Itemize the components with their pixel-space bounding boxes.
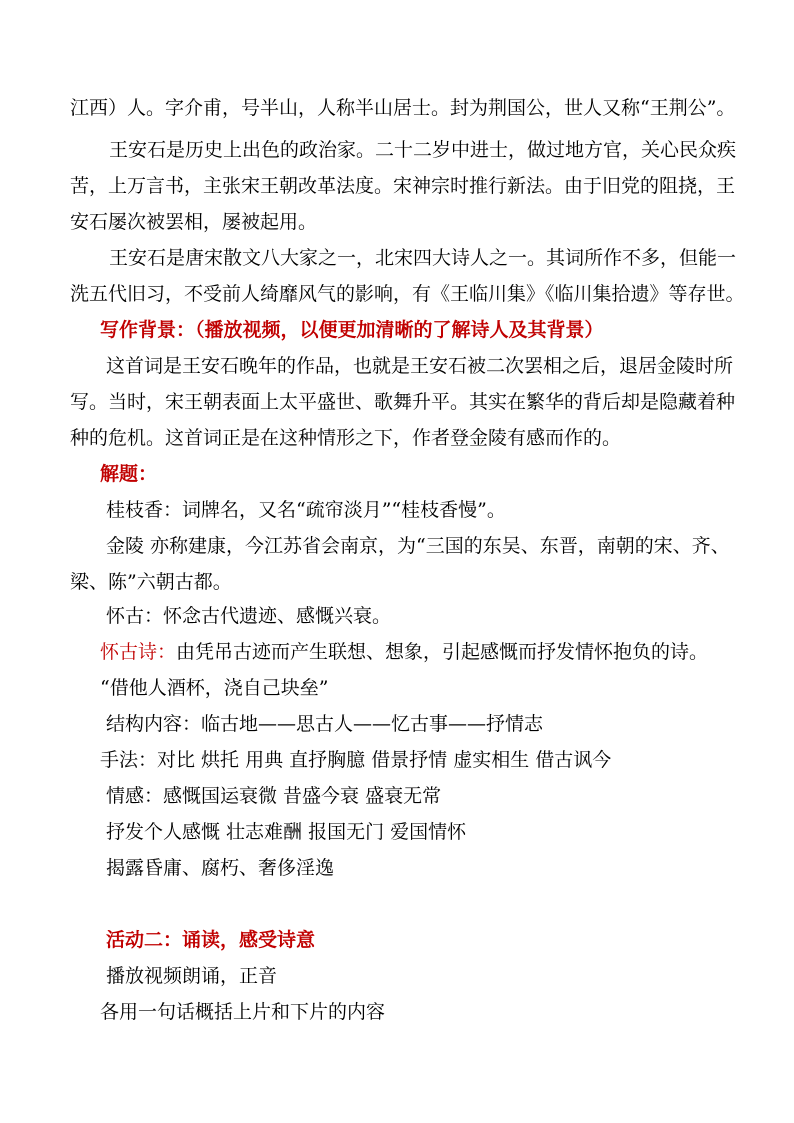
structure-line: 结构内容：临古地——思古人——忆古事——抒情志 bbox=[106, 713, 544, 735]
paragraph-line: 金陵 亦称建康，今江苏省会南京，为“三国的东吴、东晋，南朝的宋、齐、 bbox=[106, 535, 730, 557]
emotion-line: 揭露昏庸、腐朽、奢侈淫逸 bbox=[106, 857, 335, 879]
emotion-line: 抒发个人感慨 壮志难酬 报国无门 爱国情怀 bbox=[106, 821, 467, 843]
paragraph-line: 安石屡次被罢相，屡被起用。 bbox=[70, 211, 318, 233]
paragraph-line: 写。当时，宋王朝表面上太平盛世、歌舞升平。其实在繁华的背后却是隐藏着种 bbox=[70, 391, 736, 413]
paragraph-line: 各用一句话概括上片和下片的内容 bbox=[100, 1001, 386, 1023]
technique-line: 手法：对比 烘托 用典 直抒胸臆 借景抒情 虚实相生 借古讽今 bbox=[100, 749, 612, 771]
paragraph-line: 梁、陈”六朝古都。 bbox=[70, 571, 232, 593]
paragraph-line: 播放视频朗诵，正音 bbox=[106, 965, 278, 987]
paragraph-line: 这首词是王安石晚年的作品，也就是王安石被二次罢相之后，退居金陵时所 bbox=[106, 355, 734, 377]
paragraph-line: 王安石是历史上出色的政治家。二十二岁中进士，做过地方官，关心民众疾 bbox=[109, 139, 737, 161]
bio-line-1: 江西）人。字介甫，号半山，人称半山居士。封为荆国公，世人又称“王荆公”。 bbox=[70, 97, 736, 119]
paragraph-line: 种的危机。这首词正是在这种情形之下，作者登金陵有感而作的。 bbox=[70, 427, 622, 449]
emotion-line: 情感：感慨国运衰微 昔盛今衰 盛衰无常 bbox=[106, 785, 442, 807]
heading-jieti: 解题： bbox=[100, 463, 158, 485]
huaigu-definition: 由凭吊古迹而产生联想、想象，引起感慨而抒发情怀抱负的诗。 bbox=[176, 641, 709, 663]
paragraph-line: 怀古：怀念古代遗迹、感慨兴衰。 bbox=[106, 605, 392, 627]
quote-line: “借他人酒杯，浇自己块垒” bbox=[100, 677, 329, 699]
paragraph-line: 桂枝香：词牌名，又名“疏帘淡月”“桂枝香慢”。 bbox=[106, 499, 506, 521]
paragraph-line: 王安石是唐宋散文八大家之一，北宋四大诗人之一。其词所作不多，但能一 bbox=[109, 247, 737, 269]
paragraph-line: 苦，上万言书，主张宋王朝改革法度。宋神宗时推行新法。由于旧党的阻挠，王 bbox=[70, 175, 736, 197]
huaigu-line bbox=[100, 640, 708, 664]
heading-huaigu: 怀古诗： bbox=[100, 641, 177, 663]
heading-activity-2: 活动二：诵读，感受诗意 bbox=[106, 929, 316, 951]
heading-writing-background: 写作背景：（播放视频，以便更加清晰的了解诗人及其背景） bbox=[100, 319, 604, 341]
paragraph-line: 洗五代旧习，不受前人绮靡风气的影响，有《王临川集》《临川集拾遗》等存世。 bbox=[70, 283, 745, 305]
